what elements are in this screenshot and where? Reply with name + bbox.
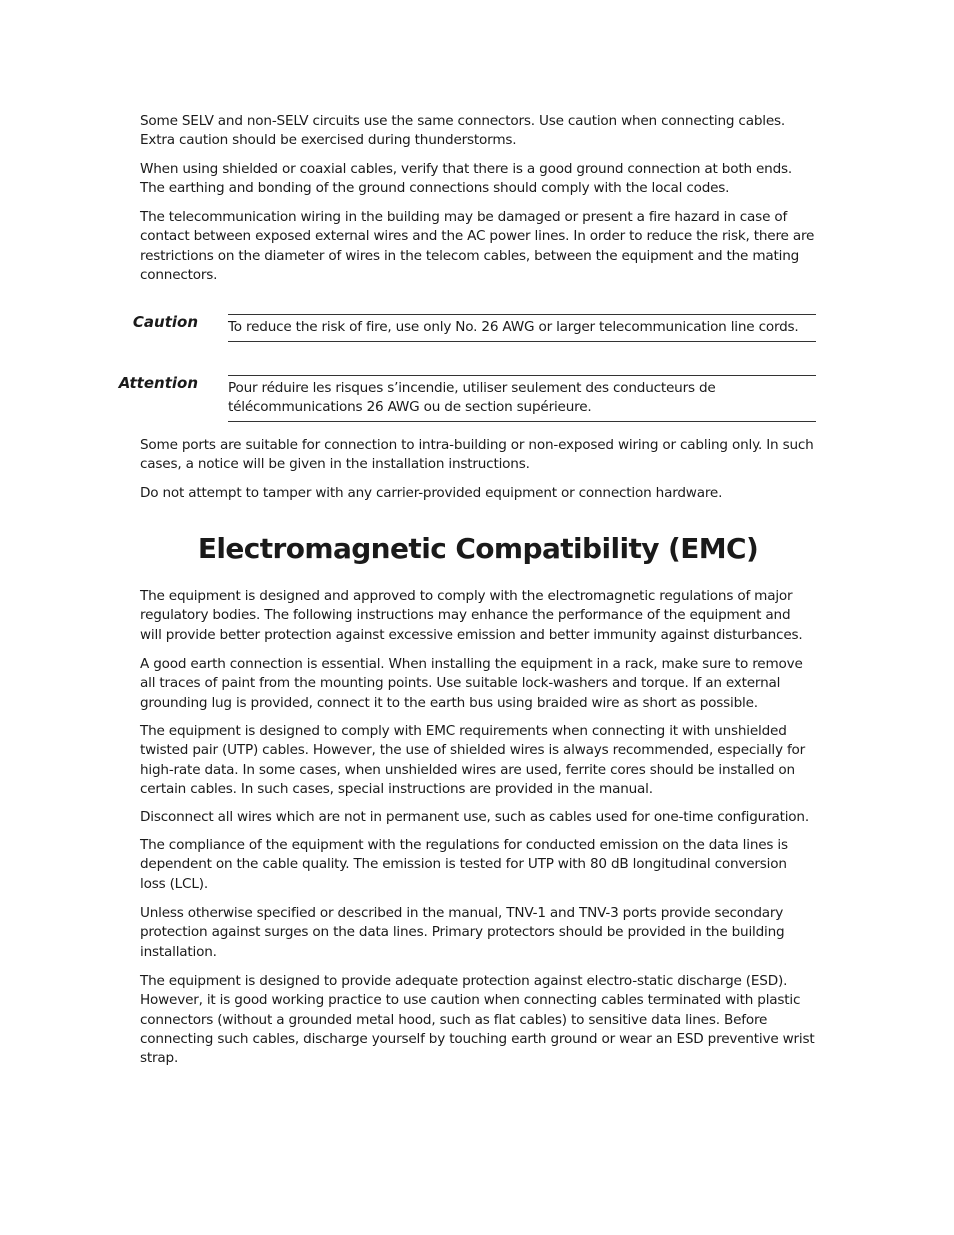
tamper-paragraph: Do not attempt to tamper with any carrier-provided equipment or connection hardware.	[140, 485, 723, 501]
intro-paragraph-1: Some SELV and non-SELV circuits use the same connectors. Use caution when connecting cables. Extra caution should be exercised during thunderstorms.	[140, 113, 786, 149]
emc-paragraph-7: The equipment is designed to provide adequate protection against electro-static discharge (ESD). However, it is good working practice to use caution when connecting cables terminated with plastic connectors (without a grounded metal hood, such as flat cables) to sensitive data lines. Before connecting such cables, discharge yourself by touching earth ground or wear an ESD preventive wrist strap.	[140, 973, 815, 1067]
ports-paragraph: Some ports are suitable for connection to intra-building or non-exposed wiring or cabling only. In such cases, a notice will be given in the installation instructions.	[140, 437, 814, 473]
caution-bottom-rule	[228, 341, 816, 342]
caution-label: Caution	[132, 313, 198, 331]
caution-top-rule	[228, 314, 816, 315]
emc-heading: Electromagnetic Compatibility (EMC)	[197, 532, 759, 565]
intro-paragraph-3: The telecommunication wiring in the building may be damaged or present a fire hazard in case of contact between exposed external wires and the AC power lines. In order to reduce the risk, there are restrictions on the diameter of wires in the telecom cables, between the equipment and the mating connectors.	[140, 209, 815, 283]
attention-bottom-rule	[228, 421, 816, 422]
emc-paragraph-6: Unless otherwise specified or described in the manual, TNV-1 and TNV-3 ports provide secondary protection against surges on the data lines. Primary protectors should be provided in the building installation.	[140, 905, 785, 960]
attention-label: Attention	[118, 374, 198, 392]
attention-top-rule	[228, 375, 816, 376]
emc-paragraph-1: The equipment is designed and approved to comply with the electromagnetic regulations of major regulatory bodies. The following instructions may enhance the performance of the equipment and will provide better protection against excessive emission and better immunity against disturbances.	[140, 588, 803, 643]
emc-paragraph-3: The equipment is designed to comply with EMC requirements when connecting it with unshielded twisted pair (UTP) cables. However, the use of shielded wires is always recommended, especially for high-rate data. In some cases, when unshielded wires are used, ferrite cores should be installed on certain cables. In such cases, special instructions are provided in the manual.	[140, 723, 806, 797]
caution-text: To reduce the risk of fire, use only No. 26 AWG or larger telecommunication line cords.	[228, 319, 799, 335]
emc-paragraph-4: Disconnect all wires which are not in permanent use, such as cables used for one-time configuration.	[140, 809, 809, 825]
intro-paragraph-2: When using shielded or coaxial cables, verify that there is a good ground connection at both ends. The earthing and bonding of the ground connections should comply with the local codes.	[140, 161, 793, 197]
attention-text: Pour réduire les risques s’incendie, utiliser seulement des conducteurs de télécommunications 26 AWG ou de section supérieure.	[228, 380, 716, 416]
emc-paragraph-2: A good earth connection is essential. When installing the equipment in a rack, make sure to remove all traces of paint from the mounting points. Use suitable lock-washers and torque. If an external grounding lug is provided, connect it to the earth bus using braided wire as short as possible.	[140, 656, 803, 711]
emc-paragraph-5: The compliance of the equipment with the regulations for conducted emission on the data lines is dependent on the cable quality. The emission is tested for UTP with 80 dB longitudinal conversion loss (LCL).	[140, 837, 788, 892]
